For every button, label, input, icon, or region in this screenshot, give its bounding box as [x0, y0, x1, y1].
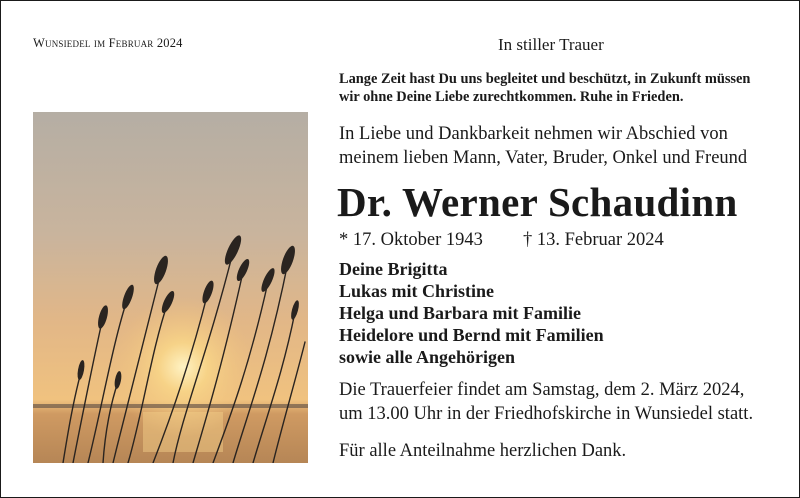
- intro-line: meinem lieben Mann, Vater, Bruder, Onkel und Freund: [339, 148, 748, 168]
- mourner-item: Helga und Barbara mit Familie: [339, 303, 581, 323]
- intro-line: In Liebe und Dankbarkeit nehmen wir Abschied von: [339, 124, 728, 144]
- verse-line: Lange Zeit hast Du uns begleitet und beschützt, in Zukunft müssen: [339, 71, 751, 87]
- deceased-name: Dr. Werner Schaudinn: [337, 179, 738, 225]
- thanks-note: Für alle Anteilnahme herzlichen Dank.: [339, 441, 627, 461]
- mourner-item: Deine Brigitta: [339, 259, 448, 279]
- sunset-reeds-illustration: [33, 112, 308, 463]
- verse-line: wir ohne Deine Liebe zurechtkommen. Ruhe in Frieden.: [339, 89, 684, 105]
- mourning-title: In stiller Trauer: [498, 35, 604, 54]
- birth-date: * 17. Oktober 1943: [339, 230, 483, 250]
- mourner-item: Lukas mit Christine: [339, 281, 495, 301]
- sunset-reeds-photo: [33, 112, 308, 463]
- memorial-verse: [339, 70, 779, 106]
- place-date: Wunsiedel im Februar 2024: [33, 36, 183, 50]
- death-date: † 13. Februar 2024: [523, 230, 664, 250]
- funeral-service-info: [339, 378, 789, 426]
- farewell-intro: [339, 122, 779, 170]
- service-line: um 13.00 Uhr in der Friedhofskirche in Wunsiedel statt.: [339, 404, 754, 424]
- service-line: Die Trauerfeier findet am Samstag, dem 2. März 2024,: [339, 380, 745, 400]
- mourner-item: Heidelore und Bernd mit Familien: [339, 325, 604, 345]
- mourners-list: [339, 258, 604, 368]
- mourner-item: sowie alle Angehörigen: [339, 347, 515, 367]
